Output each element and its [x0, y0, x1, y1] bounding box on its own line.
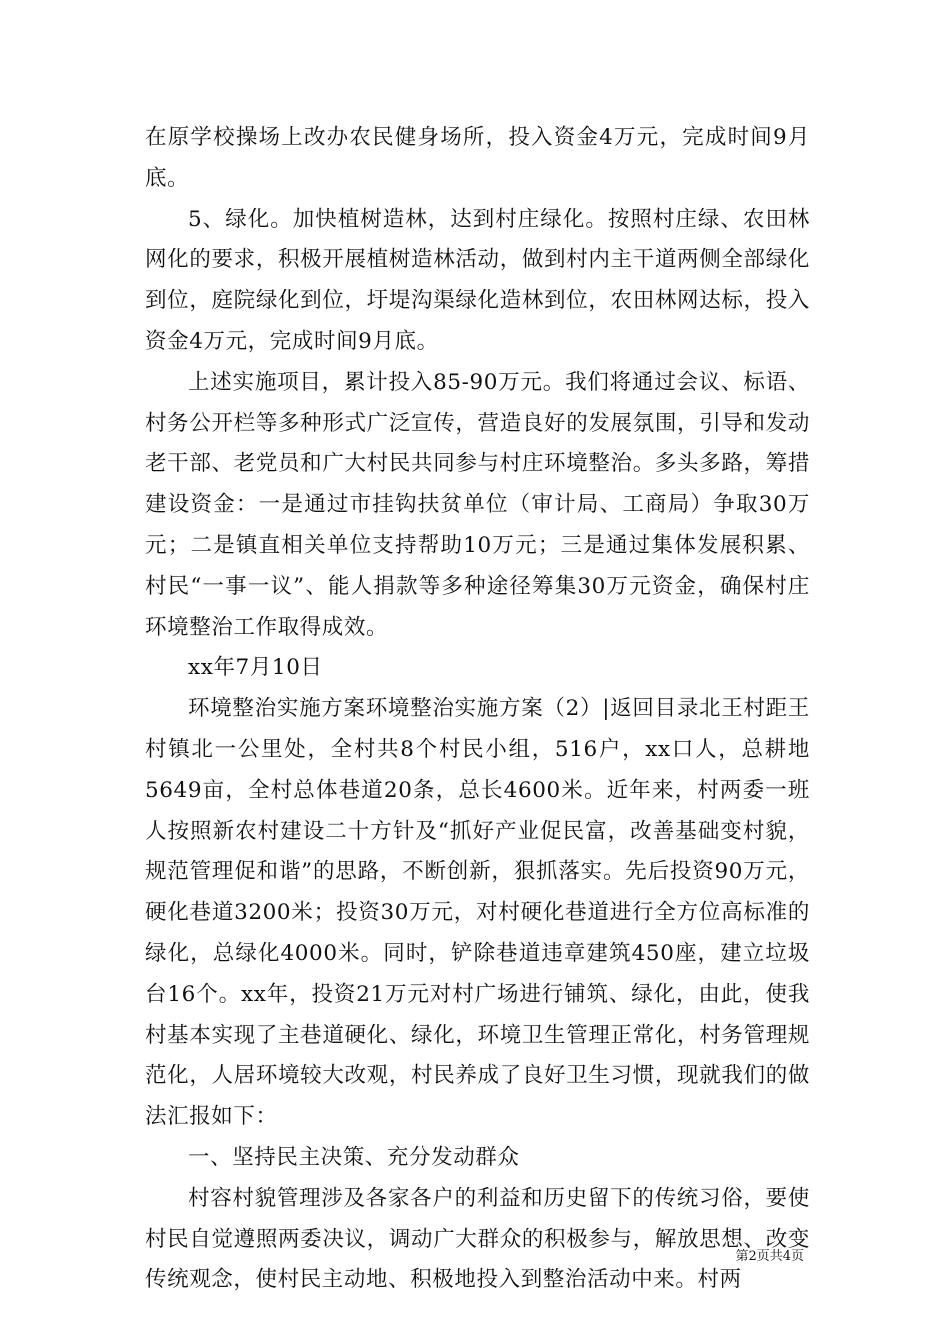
paragraph: 在原学校操场上改办农民健身场所，投入资金4万元，完成时间9月底。 [145, 125, 810, 191]
paragraph: 5、绿化。加快植树造林，达到村庄绿化。按照村庄绿、农田林网化的要求，积极开展植树造林活动，做到村内主干道两侧全部绿化到位，庭院绿化到位，圩堤沟渠绿化造林到位，农田林网达标，投入资金4万元，完成时间9月底。 [145, 206, 810, 354]
paragraph: 环境整治实施方案环境整治实施方案（2）|返回目录北王村距王村镇北一公里处，全村共8个村民小组，516户，xx口人，总耕地5649亩，全村总体巷道20条，总长4600米。近年来，村两委一班人按照新农村建设二十方针及“抓好产业促民富，改善基础变村貌，规范管理促和谐”的思路，不断创新，狠抓落实。先后投资90万元，硬化巷道3200米；投资30万元，对村硬化巷道进行全方位高标准的绿化，总绿化4000米。同时，铲除巷道违章建筑450座，建立垃圾台16个。xx年，投资21万元对村广场进行铺筑、绿化，由此，使我村基本实现了主巷道硬化、绿化，环境卫生管理正常化，村务管理规范化，人居环境较大改观，村民养成了良好卫生习惯，现就我们的做法汇报如下： [145, 696, 810, 1130]
paragraph: 村容村貌管理涉及各家各户的利益和历史留下的传统习俗，要使村民自觉遵照两委决议，调动广大群众的积极参与，解放思想、改变传统观念，使村民主动地、积极地投入到整治活动中来。村两 [145, 1185, 810, 1293]
document-body [145, 118, 810, 1301]
paragraph: 上述实施项目，累计投入85-90万元。我们将通过会议、标语、村务公开栏等多种形式广泛宣传，营造良好的发展氛围，引导和发动老干部、老党员和广大村民共同参与村庄环境整治。多头多路，筹措建设资金：一是通过市挂钩扶贫单位（审计局、工商局）争取30万元；二是镇直相关单位支持帮助10万元；三是通过集体发展积累、村民“一事一议”、能人捐款等多种途径筹集30万元资金，确保村庄环境整治工作取得成效。 [145, 369, 810, 640]
section-heading: 一、坚持民主决策、充分发动群众 [188, 1144, 520, 1170]
page-number: 第2页共4页 [735, 1249, 804, 1264]
date-line: xx年7月10日 [188, 655, 323, 681]
